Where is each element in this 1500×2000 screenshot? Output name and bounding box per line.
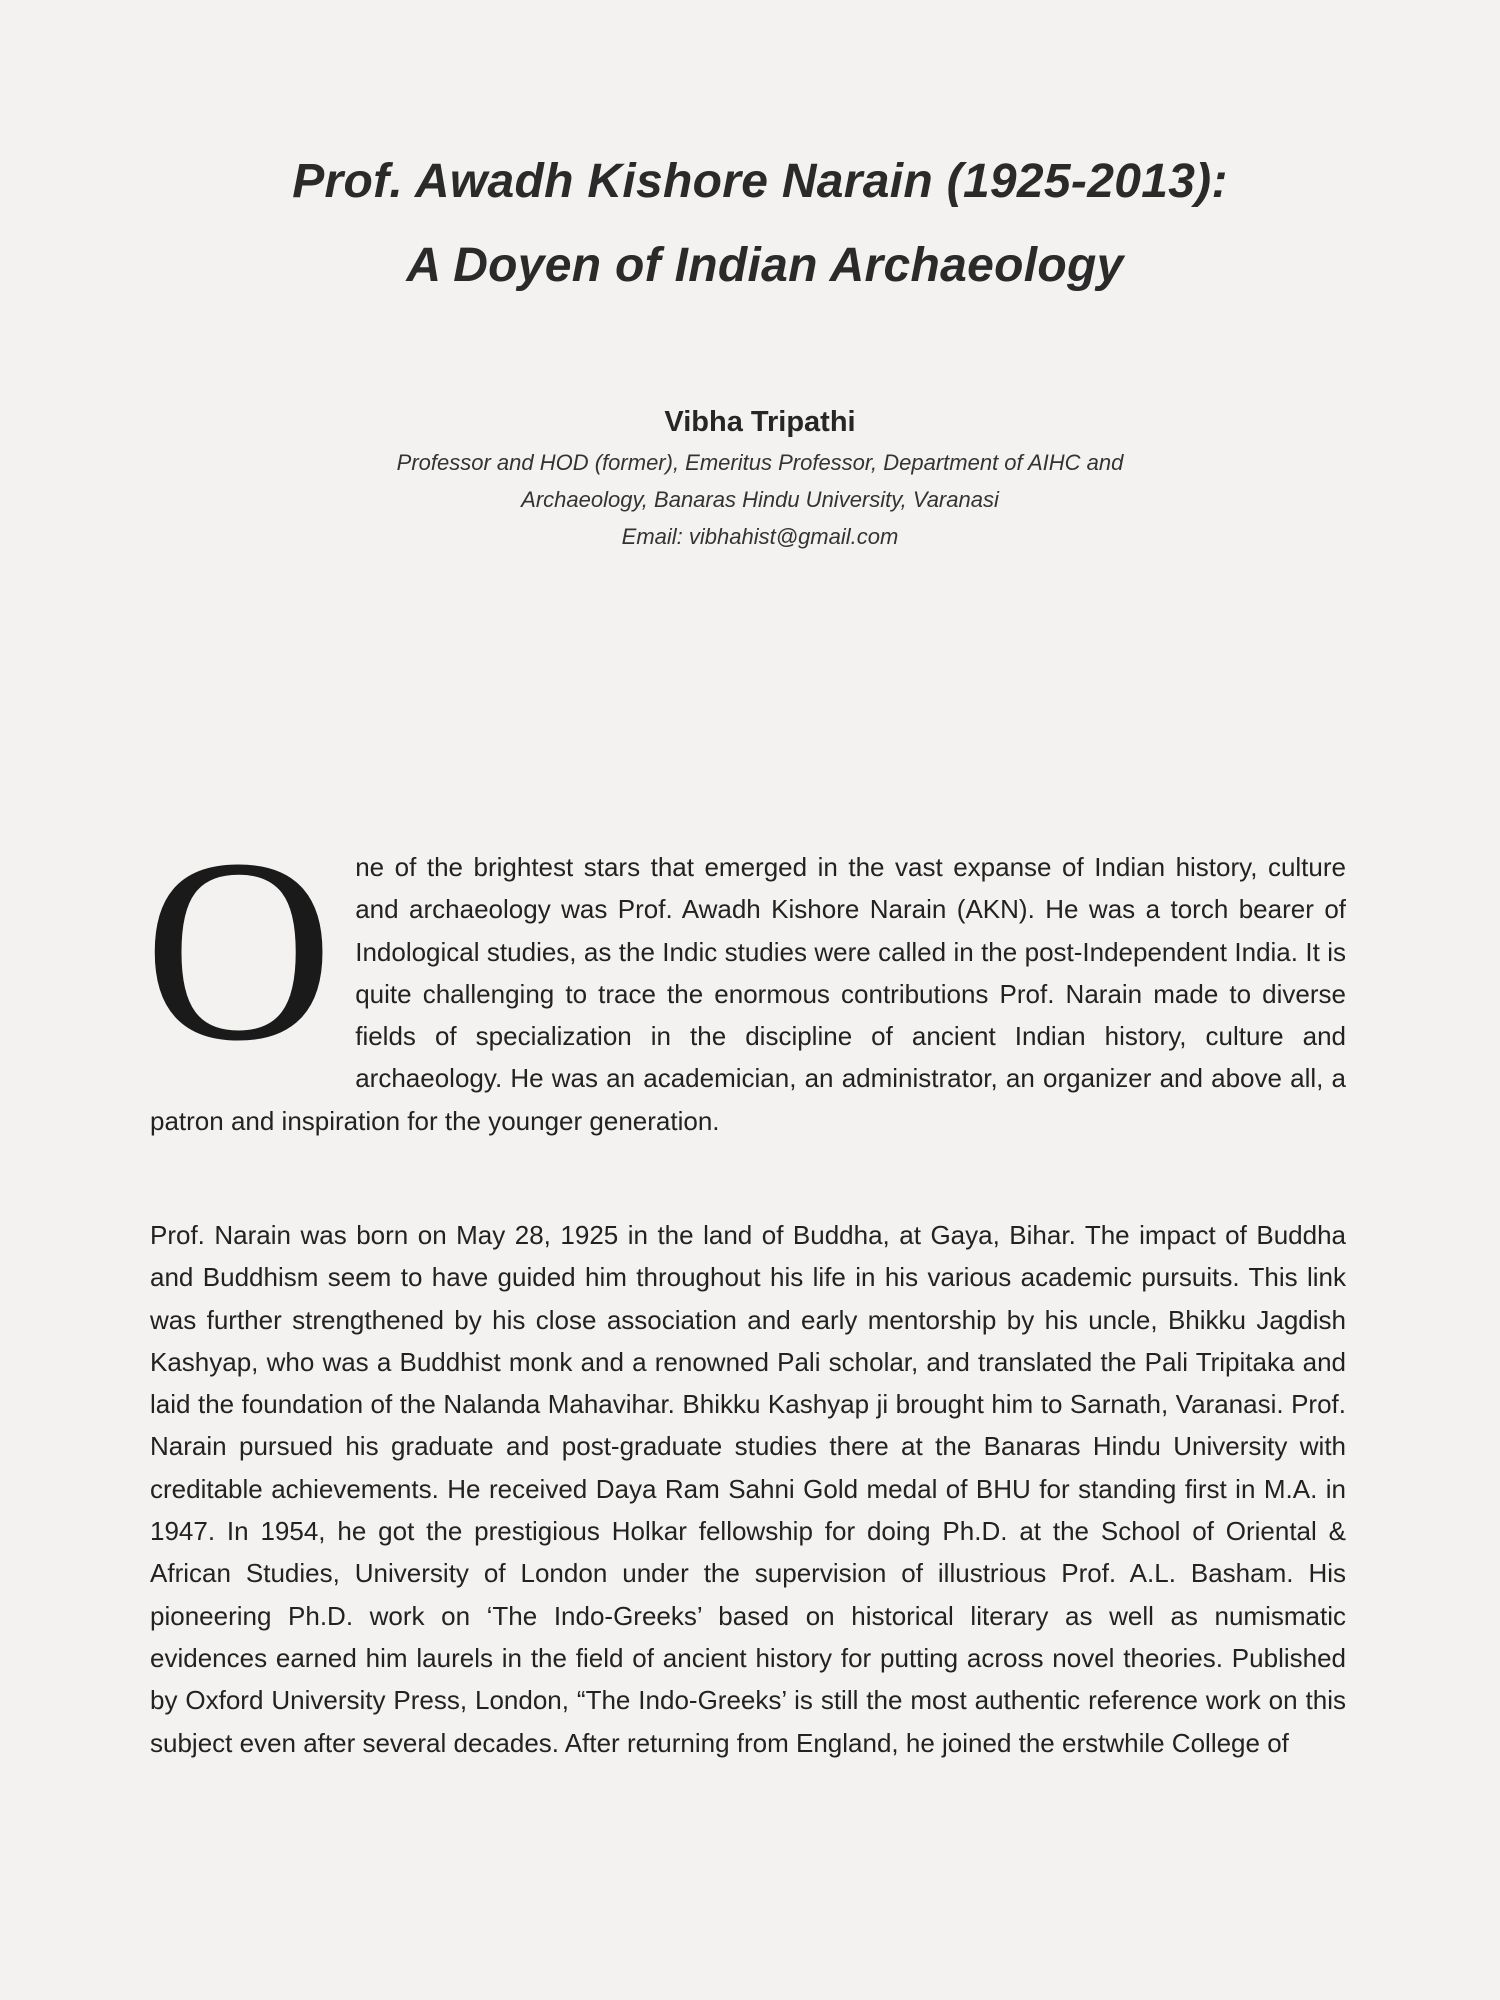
title-line-2: A Doyen of Indian Archaeology (406, 239, 1124, 292)
paragraph-2-text: Prof. Narain was born on May 28, 1925 in the land of Buddha, at Gaya, Bihar. The impact of Buddha and Buddhism seem to have guided him throughout his life in his various academic pursuits. This link was further strengthened by his close association and early mentorship by his uncle, Bhikku Jagdish Kashyap, who was a Buddhist monk and a renowned Pali scholar, and translated the Pali Tripitaka and laid the foundation of the Nalanda Mahavihar. Bhikku Kashyap ji brought him to Sarnath, Varanasi. Prof. Narain pursued his graduate and post-graduate studies there at the Banaras Hindu University with creditable achievements. He received Daya Ram Sahni Gold medal of BHU for standing first in M.A. in 1947. In 1954, he got the prestigious Holkar fellowship for doing Ph.D. at the School of Oriental & African Studies, University of London under the supervision of illustrious Prof. A.L. Basham. His pioneering Ph.D. work on ‘The Indo-Greeks’ based on historical literary as well as numismatic evidences earned him laurels in the field of ancient history for putting across novel theories. Published by Oxford University Press, London, “The Indo-Greeks’ is still the most authentic reference work on this subject even after several decades. After returning from England, he joined the erstwhile College of (150, 1220, 1346, 1758)
author-email: Email: vibhahist@gmail.com (621, 524, 899, 549)
article-title (0, 140, 1500, 308)
affiliation-line-1: Professor and HOD (former), Emeritus Professor, Department of AIHC and (396, 450, 1124, 475)
author-block (0, 400, 1500, 555)
paragraph-1-text: ne of the brightest stars that emerged in the vast expanse of Indian history, culture and archaeology was Prof. Awadh Kishore Narain (AKN). He was a torch bearer of Indological studies, as the Indic studies were called in the post-Independent India. It is quite challenging to trace the enormous contributions Prof. Narain made to diverse fields of specialization in the discipline of ancient Indian history, culture and archaeology. He was an academician, an administrator, an organizer and above all, a patron and inspiration for the younger generation. (150, 852, 1346, 1136)
paragraph-2 (150, 1214, 1346, 1764)
paragraph-1 (144, 805, 1346, 1142)
affiliation-line-2: Archaeology, Banaras Hindu University, Varanasi (521, 487, 999, 512)
author-name: Vibha Tripathi (664, 406, 856, 438)
title-line-1: Prof. Awadh Kishore Narain (1925-2013): (292, 155, 1228, 208)
drop-cap: O (144, 805, 334, 1095)
